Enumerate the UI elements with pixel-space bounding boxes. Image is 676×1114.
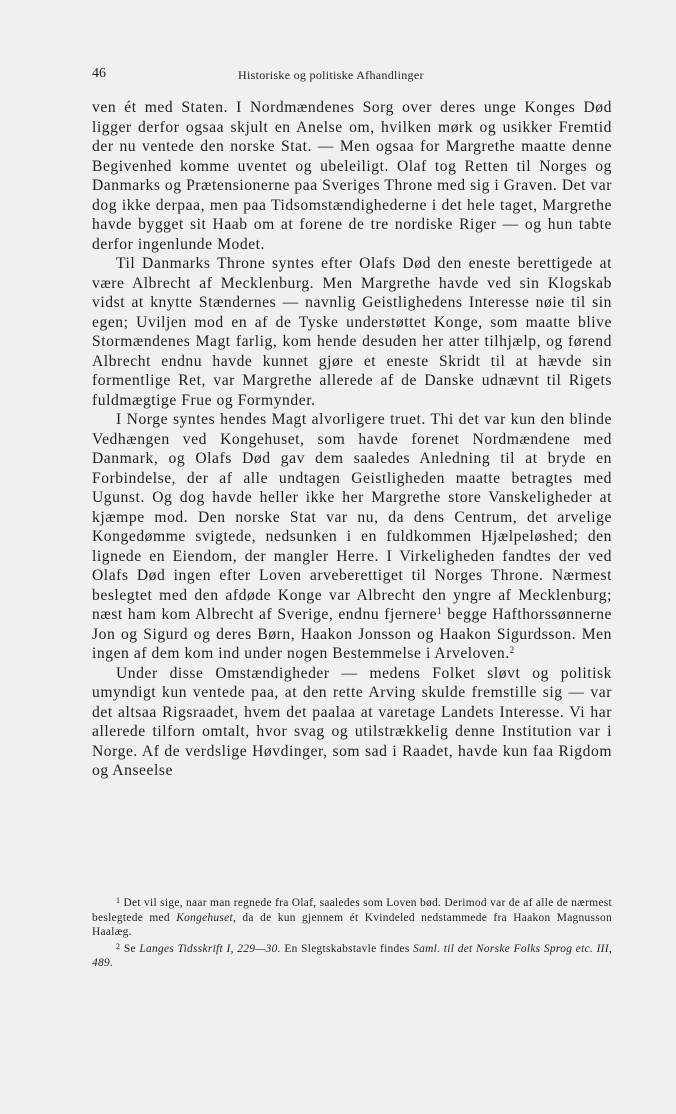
footnote-citation: Langes Tidsskrift I, 229—30.	[139, 942, 281, 955]
body-paragraph	[92, 410, 612, 664]
paragraph-text: begge Hafthorssønnerne Jon og Sigurd og deres Børn, Haakon Jonsson og Haakon Sigurdsson. Men ingen af dem kom ind under nogen Bestemmelse i Arveloven.	[92, 606, 612, 662]
body-paragraph	[92, 664, 612, 781]
paragraph-text: Under disse Omstændigheder — medens Folket sløvt og politisk umyndigt kun ventede paa, at den rette Arving skulde fremstille sig — var det altsaa Rigsraadet, hvem det paalaa at varetage Landets Interesse. Vi har allerede tilforn omtalt, hvor svag og utilstrækkelig denne Institution var i Norge. Af de verdslige Høvdinger, som sad i Raadet, havde kun faa Rigdom og Anseelse	[92, 664, 612, 779]
footnote-reference: 1	[437, 606, 443, 616]
paragraph-text: ven ét med Staten. I Nordmændenes Sorg over deres unge Konges Død ligger derfor ogsaa skjult en Anelse om, hvilken mørk og usikker Fremtid der nu ventede den norske Stat. — Men ogsaa for Margrethe maatte denne Begivenhed komme uventet og ubeleiligt. Olaf tog Retten til Norges og Danmarks og Prætensionerne paa Sveriges Throne med sig i Graven. Det var dog ikke derpaa, men paa Tidsomstændighederne i det hele taget, Margrethe havde bygget sit Haab om at forene de tre nordiske Riger — og hun tabte derfor ingenlunde Modet.	[92, 99, 612, 253]
footnote-text: Se	[120, 942, 140, 955]
footnote-reference: 2	[509, 645, 515, 655]
footnote-text: da de kun gjennem ét Kvindeled nedstammede fra Haakon Magnusson Haalæg.	[92, 911, 612, 939]
footnote-text: En Slegtskabstavle findes	[280, 942, 414, 955]
footnote-citation: Saml. til det Norske Folks Sprog etc. III, 489.	[92, 942, 613, 970]
paragraph-text: Til Danmarks Throne syntes efter Olafs Død den eneste berettigede at være Albrecht af Mecklenburg. Men Margrethe havde ved sin Klogskab vidst at knytte Stændernes — navnlig Geistlighedens Interesse nøie til sin egen; Uviljen mod en af de Tyske understøttet Konge, som maatte blive Stormændenes Magt farlig, kom hende desuden her atter tilhjælp, og førend Albrecht endnu havde kunnet gjøre et eneste Skridt til at hævde sin formentlige Ret, var Margrethe allerede af de Danske udnævnt til Rigets fuldmægtige Frue og Formynder.	[92, 255, 612, 409]
page-number: 46	[92, 66, 106, 81]
footnote-mark: 2	[116, 941, 121, 951]
footnote	[92, 894, 612, 940]
footnotes	[92, 894, 612, 971]
body-paragraph	[92, 98, 612, 254]
page-header	[92, 66, 616, 86]
footnote	[92, 940, 612, 971]
body-paragraph	[92, 254, 612, 410]
running-head: Historiske og politiske Afhandlinger	[238, 68, 424, 82]
footnote-citation: Kongehuset,	[176, 911, 237, 924]
footnote-mark: 1	[116, 896, 121, 905]
footnote-text: Det vil sige, naar man regnede fra Olaf, saaledes som Loven bød. Derimod var de af alle de nærmest beslegtede med	[92, 897, 612, 924]
body-text	[92, 98, 612, 781]
paragraph-text: I Norge syntes hendes Magt alvorligere truet. Thi det var kun den blinde Vedhængen ved Kongehuset, som havde forenet Nordmændene med Danmark, og Olafs Død gav dem saaledes Anledning til at bryde en Forbindelse, der af alle undtagen Geistligheden maatte betragtes med Ugunst. Og dog havde heller ikke her Margrethe store Vanskeligheder at kjæmpe mod. Den norske Stat var nu, da dens Centrum, det arvelige Kongedømme svigtede, nedsunken i en fuldkommen Hjælpeløshed; den lignede en Eiendom, der mangler Herre. I Virkeligheden fandtes der ved Olafs Død ingen efter Loven arveberettiget til Norges Throne. Nærmest beslegtet med den afdøde Konge var Albrecht den yngre af Mecklenburg; næst ham kom Albrecht af Sverige, endnu fjernere	[92, 411, 612, 623]
